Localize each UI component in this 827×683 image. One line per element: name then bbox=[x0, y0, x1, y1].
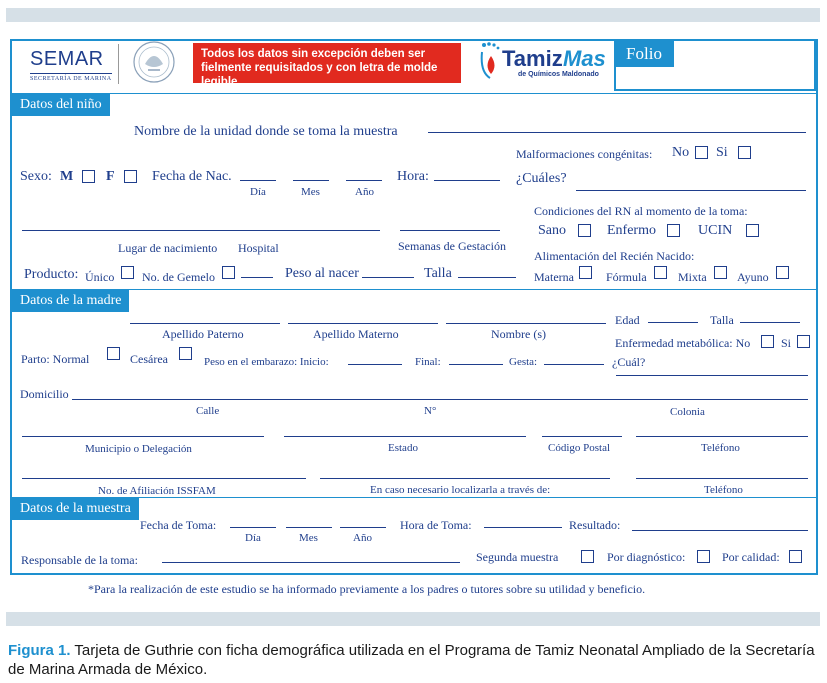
enf-metabolica-no-checkbox[interactable] bbox=[761, 335, 774, 348]
malformaciones-no-label: No bbox=[672, 145, 690, 160]
fecha-nac-anio-label: Año bbox=[355, 186, 374, 198]
lugar-nacimiento-label: Lugar de nacimiento bbox=[118, 241, 218, 255]
unidad-label: Nombre de la unidad donde se toma la muestra bbox=[134, 124, 398, 139]
malformaciones-si-label: Si bbox=[716, 145, 728, 160]
peso-final-label: Final: bbox=[415, 356, 441, 368]
talla-madre-field[interactable] bbox=[740, 322, 800, 323]
top-band bbox=[6, 8, 820, 22]
parto-normal-checkbox[interactable] bbox=[107, 347, 120, 360]
malformaciones-si-checkbox[interactable] bbox=[738, 146, 751, 159]
gemelo-field[interactable] bbox=[241, 277, 273, 278]
caption-text: Tarjeta de Guthrie con ficha demográfica utilizada en el Programa de Tamiz Neonatal Ampliado de la Secretaría de Marina Armada de México. bbox=[8, 642, 815, 678]
peso-field[interactable] bbox=[362, 277, 414, 278]
alimentacion-label: Alimentación del Recién Nacido: bbox=[534, 249, 695, 263]
formula-label: Fórmula bbox=[606, 270, 647, 284]
materna-label: Materna bbox=[534, 270, 574, 284]
formula-checkbox[interactable] bbox=[654, 266, 667, 279]
segunda-muestra-checkbox[interactable] bbox=[581, 550, 594, 563]
cesarea-checkbox[interactable] bbox=[179, 347, 192, 360]
telefono-label: Teléfono bbox=[701, 442, 740, 454]
localizar-field[interactable] bbox=[320, 478, 610, 479]
hora-toma-field[interactable] bbox=[484, 527, 562, 528]
gemelo-label: No. de Gemelo bbox=[142, 270, 215, 284]
cuales-label: ¿Cuáles? bbox=[516, 171, 567, 186]
header-divider bbox=[118, 44, 119, 84]
mixta-checkbox[interactable] bbox=[714, 266, 727, 279]
enfermo-checkbox[interactable] bbox=[667, 224, 680, 237]
cual-field[interactable] bbox=[616, 375, 808, 376]
responsable-field[interactable] bbox=[162, 562, 460, 563]
cual-label: ¿Cuál? bbox=[612, 355, 646, 369]
resultado-label: Resultado: bbox=[569, 518, 621, 532]
madre-divider bbox=[10, 289, 818, 290]
apellido-paterno-field[interactable] bbox=[130, 323, 280, 324]
peso-final-field[interactable] bbox=[449, 364, 503, 365]
talla-nino-label: Talla bbox=[424, 266, 452, 281]
colonia-label: Colonia bbox=[670, 406, 705, 418]
condiciones-label: Condiciones del RN al momento de la toma: bbox=[534, 204, 748, 218]
tamizmas-logo: Tamiz Mas de Químicos Maldonado bbox=[480, 42, 600, 82]
enfermo-label: Enfermo bbox=[607, 223, 656, 238]
bottom-band bbox=[6, 612, 820, 626]
fecha-nac-mes-label: Mes bbox=[301, 186, 320, 198]
producto-label: Producto: bbox=[24, 267, 79, 282]
apellido-materno-field[interactable] bbox=[288, 323, 438, 324]
ayuno-checkbox[interactable] bbox=[776, 266, 789, 279]
semanas-label: Semanas de Gestación bbox=[398, 239, 506, 253]
caption-label: Figura 1. bbox=[8, 642, 71, 659]
parto-label: Parto: Normal bbox=[21, 352, 90, 366]
municipio-label: Municipio o Delegación bbox=[85, 443, 192, 455]
por-diagnostico-checkbox[interactable] bbox=[697, 550, 710, 563]
fecha-nac-mes-field[interactable] bbox=[293, 180, 329, 181]
fecha-nac-label: Fecha de Nac. bbox=[152, 169, 232, 184]
sano-label: Sano bbox=[538, 223, 566, 238]
mixta-label: Mixta bbox=[678, 270, 707, 284]
eagle-seal-icon bbox=[131, 40, 177, 84]
sexo-f-label: F bbox=[106, 169, 115, 184]
apellido-materno-label: Apellido Materno bbox=[313, 327, 399, 341]
enf-metabolica-si-label: Si bbox=[781, 336, 792, 350]
malformaciones-label: Malformaciones congénitas: bbox=[516, 147, 653, 161]
drop-foot-icon bbox=[480, 42, 502, 80]
sexo-f-checkbox[interactable] bbox=[124, 170, 137, 183]
fecha-toma-anio-label: Año bbox=[353, 532, 372, 544]
hospital-label: Hospital bbox=[238, 241, 279, 255]
ucin-checkbox[interactable] bbox=[746, 224, 759, 237]
telefono2-label: Teléfono bbox=[704, 484, 743, 496]
peso-embarazo-label: Peso en el embarazo: Inicio: bbox=[204, 356, 329, 368]
nombre-field[interactable] bbox=[446, 323, 606, 324]
municipio-field[interactable] bbox=[22, 436, 264, 437]
nino-divider bbox=[10, 93, 818, 94]
calle-label: Calle bbox=[196, 405, 220, 417]
edad-field[interactable] bbox=[648, 322, 698, 323]
domicilio-label: Domicilio bbox=[20, 387, 69, 401]
por-calidad-label: Por calidad: bbox=[722, 550, 780, 564]
localizar-label: En caso necesario localizarla a través de: bbox=[370, 484, 551, 496]
sexo-m-label: M bbox=[60, 169, 74, 184]
figure-caption bbox=[8, 641, 820, 679]
lugar-nacimiento-field[interactable] bbox=[22, 230, 380, 231]
malformaciones-no-checkbox[interactable] bbox=[695, 146, 708, 159]
unico-checkbox[interactable] bbox=[121, 266, 134, 279]
apellido-paterno-label: Apellido Paterno bbox=[162, 327, 244, 341]
fecha-nac-anio-field[interactable] bbox=[346, 180, 382, 181]
peso-inicio-field[interactable] bbox=[348, 364, 402, 365]
materna-checkbox[interactable] bbox=[579, 266, 592, 279]
hora-field[interactable] bbox=[434, 180, 500, 181]
unidad-field[interactable] bbox=[428, 132, 806, 133]
resultado-field[interactable] bbox=[632, 530, 808, 531]
hora-toma-label: Hora de Toma: bbox=[400, 518, 472, 532]
fecha-toma-dia-label: Día bbox=[245, 532, 261, 544]
fecha-toma-mes-field[interactable] bbox=[286, 527, 332, 528]
fecha-toma-anio-field[interactable] bbox=[340, 527, 386, 528]
sexo-label: Sexo: bbox=[20, 169, 52, 184]
telefono-field[interactable] bbox=[636, 436, 808, 437]
fecha-nac-dia-label: Día bbox=[250, 186, 266, 198]
segunda-muestra-label: Segunda muestra bbox=[476, 550, 559, 564]
gesta-label: Gesta: bbox=[509, 356, 538, 368]
edad-label: Edad bbox=[615, 313, 640, 327]
codigo-postal-label: Código Postal bbox=[548, 442, 611, 454]
nombre-label: Nombre (s) bbox=[491, 327, 546, 341]
folio-label: Folio bbox=[614, 41, 674, 67]
fecha-toma-label: Fecha de Toma: bbox=[140, 518, 217, 532]
afiliacion-label: No. de Afiliación ISSFAM bbox=[98, 485, 216, 497]
unico-label: Único bbox=[85, 270, 115, 284]
enf-metabolica-label: Enfermedad metabólica: No bbox=[615, 336, 751, 350]
peso-label: Peso al nacer bbox=[285, 266, 359, 281]
responsable-label: Responsable de la toma: bbox=[21, 553, 138, 567]
fecha-toma-mes-label: Mes bbox=[299, 532, 318, 544]
semar-logo: SEMAR SECRETARÍA DE MARINA bbox=[30, 48, 112, 82]
cesarea-label: Cesárea bbox=[130, 352, 168, 366]
muestra-section-title: Datos de la muestra bbox=[12, 498, 139, 520]
enf-metabolica-si-checkbox[interactable] bbox=[797, 335, 810, 348]
talla-nino-field[interactable] bbox=[458, 277, 516, 278]
fecha-toma-dia-field[interactable] bbox=[230, 527, 276, 528]
talla-madre-label: Talla bbox=[710, 313, 734, 327]
semanas-field[interactable] bbox=[400, 230, 500, 231]
ayuno-label: Ayuno bbox=[737, 270, 769, 284]
domicilio-field[interactable] bbox=[72, 399, 808, 400]
cuales-field[interactable] bbox=[576, 190, 806, 191]
por-diagnostico-label: Por diagnóstico: bbox=[607, 550, 686, 564]
ucin-label: UCIN bbox=[698, 223, 733, 238]
telefono2-field[interactable] bbox=[636, 478, 808, 479]
nino-section-title: Datos del niño bbox=[12, 94, 110, 116]
sano-checkbox[interactable] bbox=[578, 224, 591, 237]
estado-field[interactable] bbox=[284, 436, 526, 437]
por-calidad-checkbox[interactable] bbox=[789, 550, 802, 563]
hora-label: Hora: bbox=[397, 169, 429, 184]
codigo-postal-field[interactable] bbox=[542, 436, 622, 437]
gemelo-checkbox[interactable] bbox=[222, 266, 235, 279]
footnote: *Para la realización de este estudio se ha informado previamente a los padres o tutores sobre su utilidad y beneficio. bbox=[88, 582, 646, 596]
notice-banner: Todos los datos sin excepción deben ser fielmente requisitados y con letra de molde legible. bbox=[193, 43, 461, 83]
estado-label: Estado bbox=[388, 442, 418, 454]
numero-label: N° bbox=[424, 405, 437, 417]
sexo-m-checkbox[interactable] bbox=[82, 170, 95, 183]
gesta-field[interactable] bbox=[544, 364, 604, 365]
fecha-nac-dia-field[interactable] bbox=[240, 180, 276, 181]
afiliacion-field[interactable] bbox=[22, 478, 306, 479]
madre-section-title: Datos de la madre bbox=[12, 290, 129, 312]
